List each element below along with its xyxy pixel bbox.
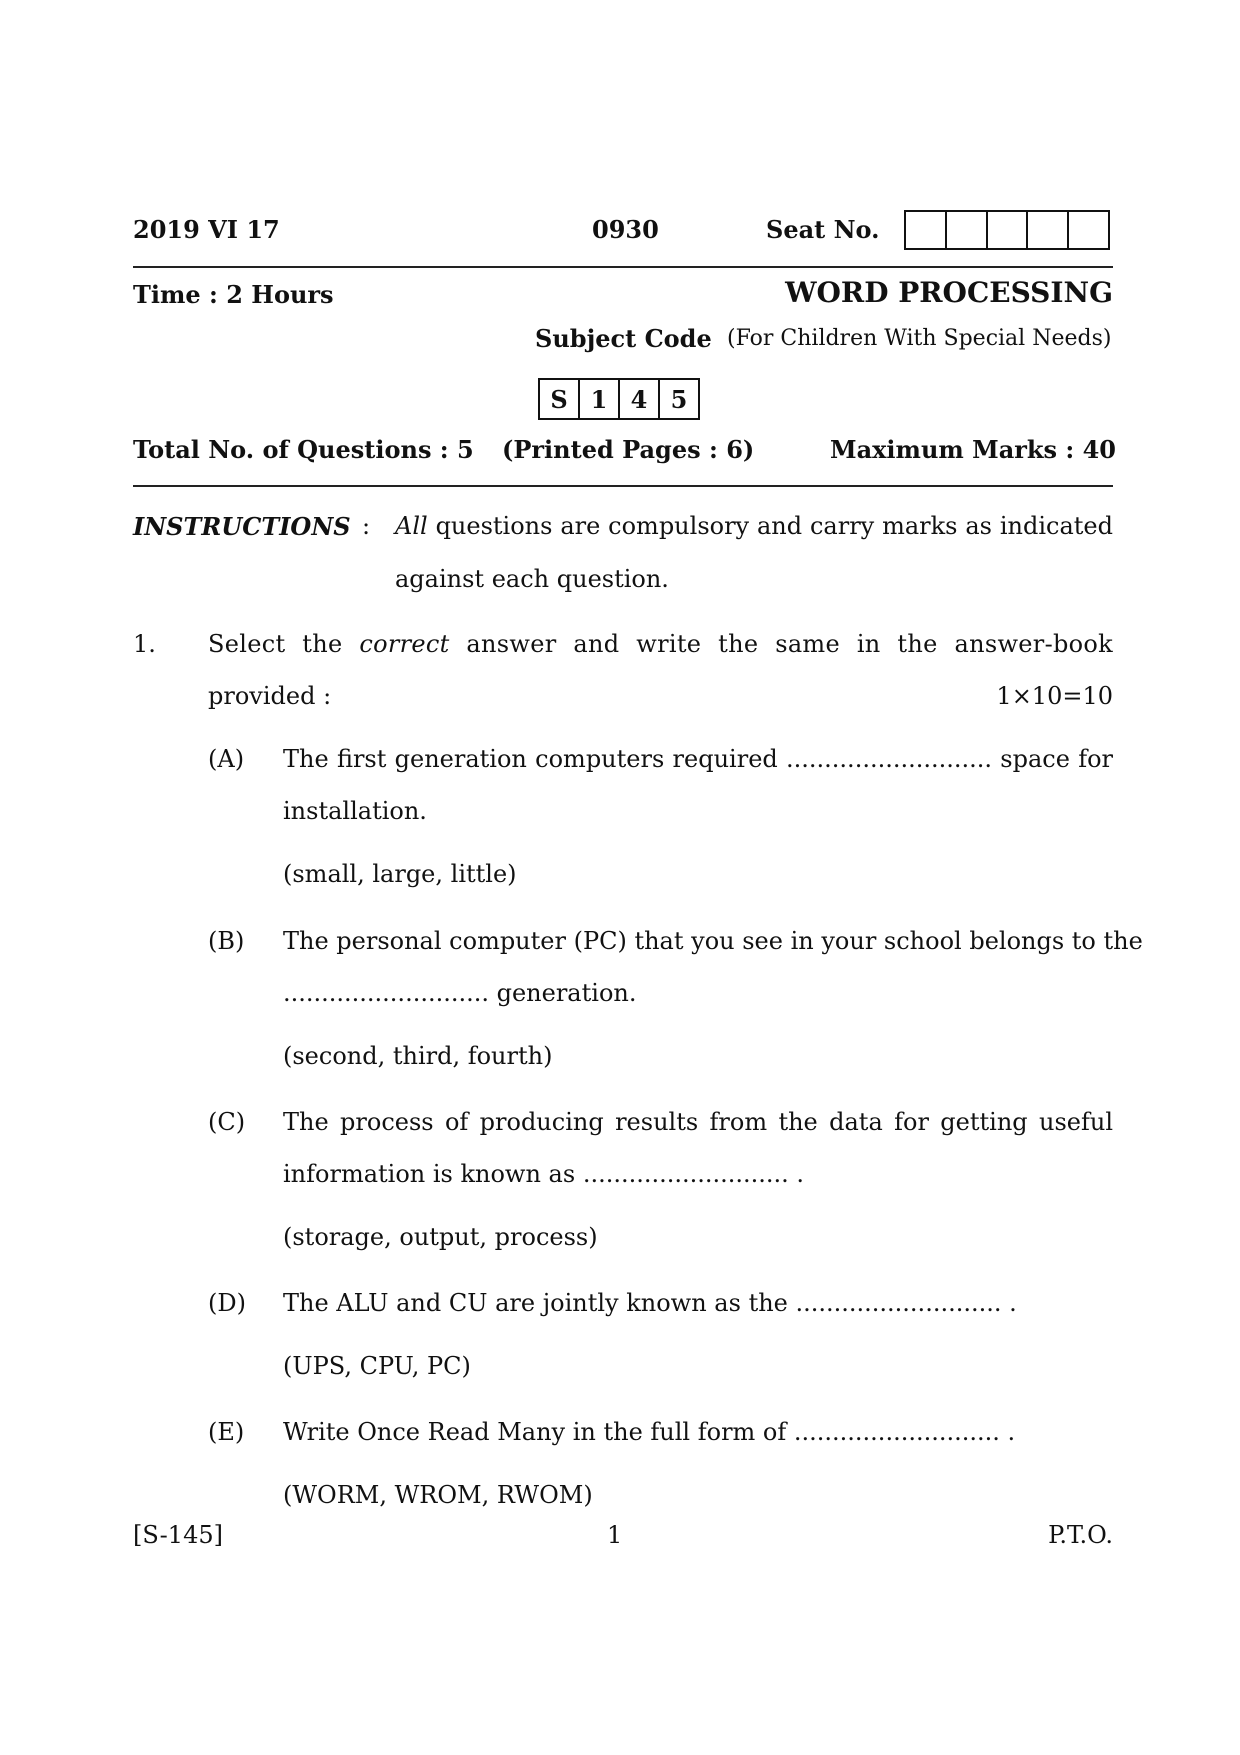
printed-pages: (Printed Pages : 6) (502, 435, 755, 464)
question-stem-text: answer and write the same in the answer-book (466, 630, 1113, 658)
item-e-line-1: Write Once Read Many in the full form of ........................... . (283, 1418, 1016, 1446)
question-stem-text: Select the (208, 630, 343, 658)
item-c-options: (storage, output, process) (283, 1223, 598, 1251)
instructions-line-2: against each question. (395, 565, 669, 593)
instructions-text: questions are compulsory and carry marks as indicated (435, 512, 1113, 540)
code-cell: S (538, 378, 580, 420)
item-label-b: (B) (208, 927, 245, 955)
instructions-emphasis: All (395, 512, 428, 540)
code-cell: 4 (618, 378, 660, 420)
seat-label: Seat No. (766, 215, 880, 244)
item-c-line-1: The process of producing results from the data for getting useful (283, 1108, 1113, 1136)
item-c-line-2: information is known as ........................... . (283, 1160, 805, 1188)
question-number: 1. (133, 630, 156, 658)
header-bottom-divider (133, 485, 1113, 487)
special-needs-note: (For Children With Special Needs) (727, 326, 1112, 351)
time-allowed: Time : 2 Hours (133, 280, 334, 309)
question-stem-line-1 (208, 630, 1113, 658)
instructions-line-1 (395, 512, 1113, 540)
item-label-a: (A) (208, 745, 245, 773)
seat-number-boxes[interactable] (906, 210, 1110, 250)
seat-cell[interactable] (1067, 210, 1110, 250)
item-d-options: (UPS, CPU, PC) (283, 1352, 471, 1380)
question-stem-emphasis: correct (359, 630, 450, 658)
item-b-options: (second, third, fourth) (283, 1042, 553, 1070)
instructions-label: INSTRUCTIONS (133, 512, 351, 541)
please-turn-over: P.T.O. (1048, 1521, 1113, 1549)
seat-cell[interactable] (986, 210, 1029, 250)
item-a-line-2: installation. (283, 797, 427, 825)
code-cell: 5 (658, 378, 700, 420)
date-code: 2019 VI 17 (133, 215, 280, 244)
page-number: 1 (607, 1521, 623, 1549)
seat-cell[interactable] (904, 210, 947, 250)
item-a-options: (small, large, little) (283, 860, 517, 888)
total-questions: Total No. of Questions : 5 (133, 435, 474, 464)
subject-code-label: Subject Code (535, 324, 712, 353)
footer-code: [S-145] (133, 1521, 223, 1549)
seat-cell[interactable] (945, 210, 988, 250)
instructions-colon: : (362, 512, 371, 540)
subject-code-boxes (540, 378, 700, 416)
item-label-d: (D) (208, 1289, 246, 1317)
seat-cell[interactable] (1026, 210, 1069, 250)
item-e-options: (WORM, WROM, RWOM) (283, 1481, 593, 1509)
item-a-line-1: The first generation computers required ........................... space for (283, 745, 1113, 773)
header-divider (133, 266, 1113, 268)
subject-title: WORD PROCESSING (785, 276, 1113, 309)
item-label-c: (C) (208, 1108, 246, 1136)
paper-code: 0930 (592, 215, 659, 244)
item-b-line-2: ........................... generation. (283, 979, 637, 1007)
item-label-e: (E) (208, 1418, 245, 1446)
item-d-line-1: The ALU and CU are jointly known as the ........................... . (283, 1289, 1017, 1317)
question-stem-line-2: provided : (208, 682, 332, 710)
code-cell: 1 (578, 378, 620, 420)
item-b-line-1: The personal computer (PC) that you see in your school belongs to the (283, 927, 1143, 955)
question-marks: 1×10=10 (996, 682, 1113, 710)
maximum-marks: Maximum Marks : 40 (830, 435, 1117, 464)
